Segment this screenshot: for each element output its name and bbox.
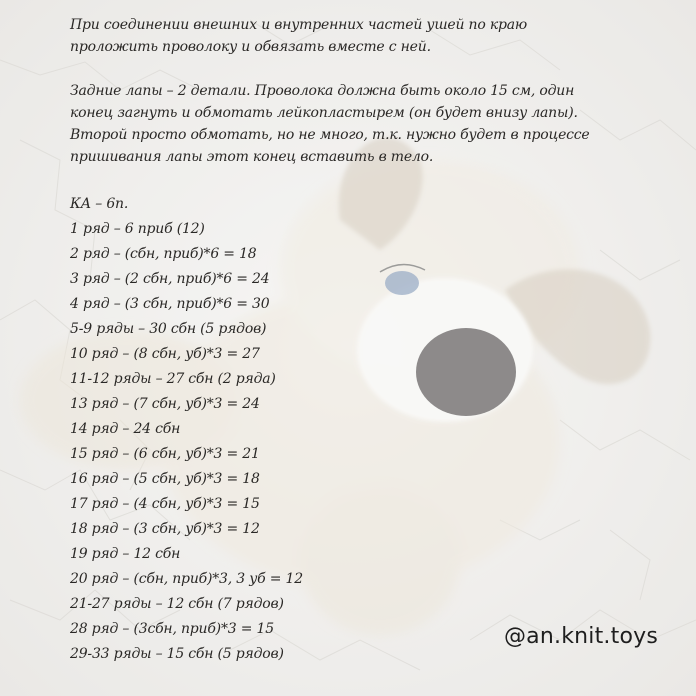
pattern-row: 14 ряд – 24 сбн (70, 421, 181, 437)
pattern-row: 13 ряд – (7 сбн, уб)*3 = 24 (70, 396, 260, 412)
legs-paragraph (70, 80, 670, 168)
pattern-row: 2 ряд – (сбн, приб)*6 = 18 (70, 246, 257, 262)
pattern-row: 20 ряд – (сбн, приб)*3, 3 уб = 12 (70, 571, 303, 587)
row-list (70, 192, 670, 667)
pattern-row: 18 ряд – (3 сбн, уб)*3 = 12 (70, 521, 260, 537)
legs-line: конец загнуть и обмотать лейкопластырем (он будет внизу лапы). (70, 105, 578, 121)
legs-line: пришивания лапы этот конец вставить в тело. (70, 149, 434, 165)
pattern-row: 21-27 ряды – 12 сбн (7 рядов) (70, 596, 284, 612)
intro-line: проложить проволоку и обвязать вместе с ней. (70, 39, 431, 55)
pattern-row: 4 ряд – (3 сбн, приб)*6 = 30 (70, 296, 270, 312)
intro-line: При соединении внешних и внутренних частей ушей по краю (70, 17, 528, 33)
pattern-text (70, 14, 670, 667)
pattern-row: 28 ряд – (3сбн, приб)*3 = 15 (70, 621, 274, 637)
pattern-row: 16 ряд – (5 сбн, уб)*3 = 18 (70, 471, 260, 487)
pattern-row: 29-33 ряды – 15 сбн (5 рядов) (70, 646, 284, 662)
instagram-handle: @an.knit.toys (503, 624, 658, 649)
pattern-row: 17 ряд – (4 сбн, уб)*3 = 15 (70, 496, 260, 512)
pattern-row: 5-9 ряды – 30 сбн (5 рядов) (70, 321, 267, 337)
pattern-row: 10 ряд – (8 сбн, уб)*3 = 27 (70, 346, 260, 362)
pattern-row: 11-12 ряды – 27 сбн (2 ряда) (70, 371, 276, 387)
pattern-row: 1 ряд – 6 приб (12) (70, 221, 205, 237)
pattern-row: 19 ряд – 12 сбн (70, 546, 181, 562)
pattern-row: 15 ряд – (6 сбн, уб)*3 = 21 (70, 446, 260, 462)
pattern-row: 3 ряд – (2 сбн, приб)*6 = 24 (70, 271, 270, 287)
legs-line: Задние лапы – 2 детали. Проволока должна быть около 15 см, один (70, 83, 575, 99)
pattern-row: КА – 6п. (70, 196, 129, 212)
legs-line: Второй просто обмотать, но не много, т.к. нужно будет в процессе (70, 127, 590, 143)
intro-paragraph (70, 14, 670, 58)
